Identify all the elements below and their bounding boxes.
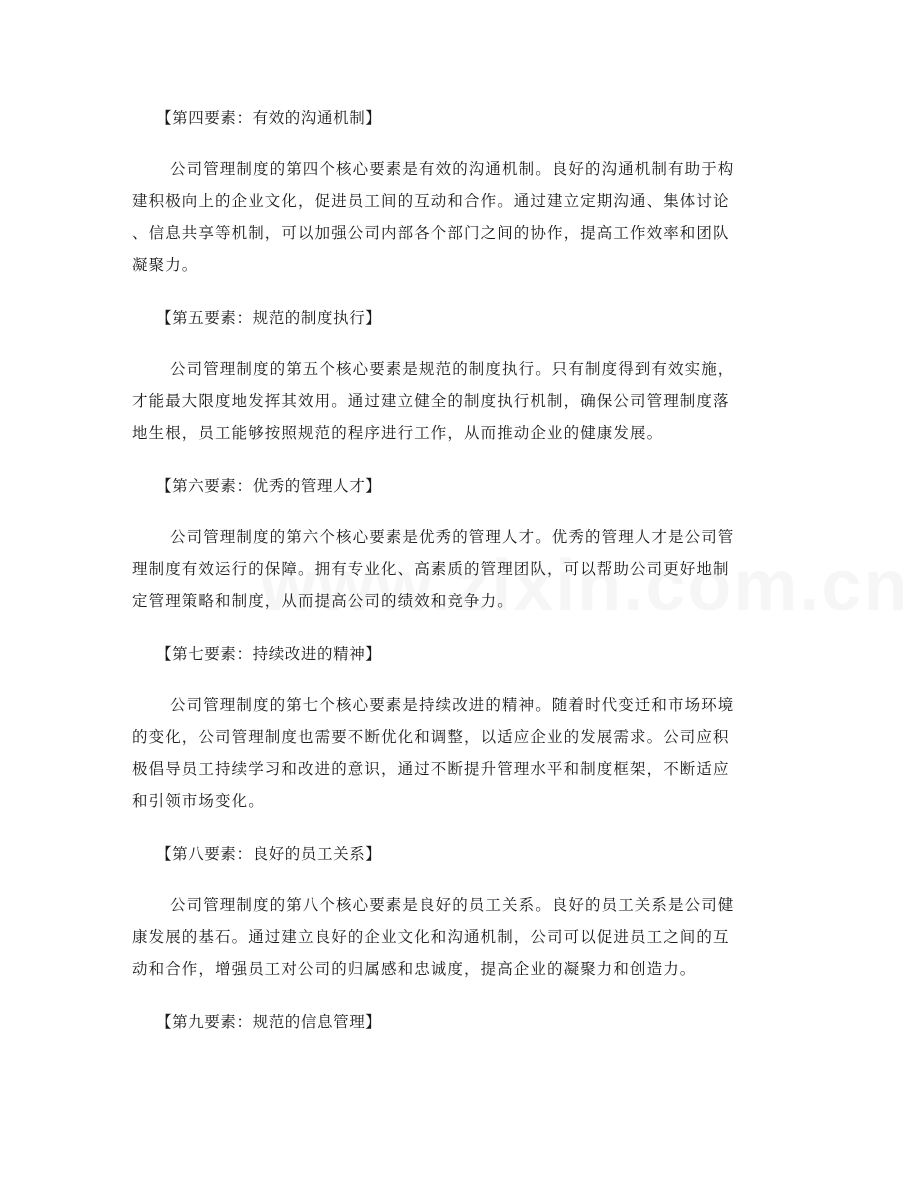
paragraph-line: 极倡导员工持续学习和改进的意识，通过不断提升管理水平和制度框架，不断适应 [132,760,730,778]
document-body [132,104,788,1036]
section-heading: 【第七要素：持续改进的精神】 [156,645,382,663]
paragraph-line: 康发展的基石。通过建立良好的企业文化和沟通机制，公司可以促进员工之间的互 [132,928,730,946]
section-paragraph [132,353,788,449]
section-paragraph [132,521,788,617]
paragraph-line: 建积极向上的企业文化，促进员工间的互动和合作。通过建立定期沟通、集体讨论 [132,192,730,210]
paragraph-line: 地生根，员工能够按照规范的程序进行工作，从而推动企业的健康发展。 [132,424,664,442]
paragraph-line: 凝聚力。 [132,256,199,274]
section-heading: 【第九要素：规范的信息管理】 [156,1013,382,1031]
section-heading: 【第五要素：规范的制度执行】 [156,309,382,327]
section-paragraph [132,889,788,985]
paragraph-line: 理制度有效运行的保障。拥有专业化、高素质的管理团队，可以帮助公司更好地制 [132,560,730,578]
section-paragraph [132,153,788,281]
paragraph-line: 和引领市场变化。 [132,792,265,810]
paragraph-line: 公司管理制度的第八个核心要素是良好的员工关系。良好的员工关系是公司健 [170,896,735,914]
section-heading: 【第四要素：有效的沟通机制】 [156,109,382,127]
paragraph-line: 的变化，公司管理制度也需要不断优化和调整，以适应企业的发展需求。公司应积 [132,728,730,746]
paragraph-line: 公司管理制度的第七个核心要素是持续改进的精神。随着时代变迁和市场环境 [170,696,735,714]
section-heading: 【第六要素：优秀的管理人才】 [156,477,382,495]
paragraph-line: 公司管理制度的第四个核心要素是有效的沟通机制。良好的沟通机制有助于构 [170,160,735,178]
paragraph-line: 公司管理制度的第五个核心要素是规范的制度执行。只有制度得到有效实施， [170,360,735,378]
paragraph-line: 定管理策略和制度，从而提高公司的绩效和竞争力。 [132,592,514,610]
paragraph-line: 、信息共享等机制，可以加强公司内部各个部门之间的协作，提高工作效率和团队 [132,224,730,242]
paragraph-line: 公司管理制度的第六个核心要素是优秀的管理人才。优秀的管理人才是公司管 [170,528,735,546]
section-heading: 【第八要素：良好的员工关系】 [156,845,382,863]
paragraph-line: 动和合作，增强员工对公司的归属感和忠诚度，提高企业的凝聚力和创造力。 [132,960,697,978]
paragraph-line: 才能最大限度地发挥其效用。通过建立健全的制度执行机制，确保公司管理制度落 [132,392,730,410]
section-paragraph [132,689,788,817]
